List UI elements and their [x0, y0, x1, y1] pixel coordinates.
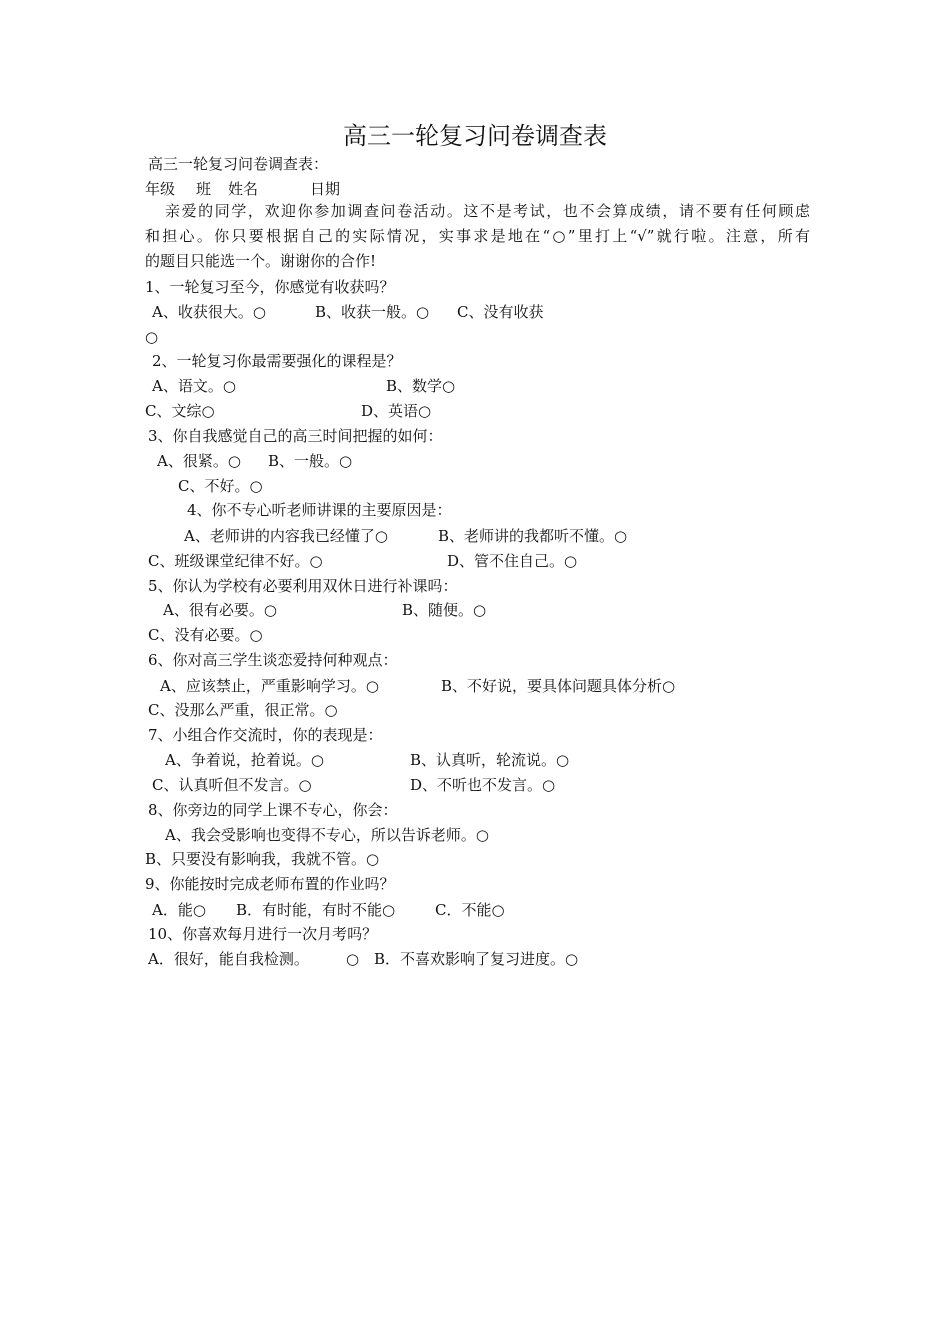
q5-option-b: B、随便。○ — [402, 601, 487, 619]
q2-option-b: B、数学○ — [386, 377, 456, 395]
q5-option-c: C、没有必要。○ — [148, 626, 263, 644]
q3-option-a: A、很紧。○ — [157, 452, 241, 470]
question-2: 2、一轮复习你最需要强化的课程是？ — [152, 352, 402, 370]
intro-line-2: 和担心。你只要根据自己的实际情况，实事求是地在“○”里打上“√”就行啦。注意，所有 — [145, 227, 810, 245]
question-6: 6、你对高三学生谈恋爱持何种观点： — [148, 651, 398, 669]
class-label: 班 — [196, 180, 212, 198]
intro-line-3: 的题目只能选一个。谢谢你的合作! — [145, 252, 377, 270]
q10-option-a-circle: ○ — [346, 950, 360, 968]
q3-option-c: C、不好。○ — [178, 477, 263, 495]
intro-line-1: 亲爱的同学，欢迎你参加调查问卷活动。这不是考试，也不会算成绩，请不要有任何顾虑 — [165, 202, 810, 220]
q6-option-c: C、没那么严重，很正常。○ — [148, 701, 338, 719]
q8-option-a: A、我会受影响也变得不专心，所以告诉老师。○ — [165, 826, 489, 844]
q7-option-c: C、认真听但不发言。○ — [152, 776, 312, 794]
q9-option-a: A．能○ — [152, 901, 206, 919]
info-line — [145, 179, 340, 199]
question-4: 4、你不专心听老师讲课的主要原因是： — [187, 501, 452, 519]
q10-option-a: A．很好，能自我检测。 — [148, 950, 309, 968]
grade-label: 年级 — [145, 180, 176, 198]
subtitle: 高三一轮复习问卷调查表： — [148, 155, 329, 173]
question-5: 5、你认为学校有必要利用双休日进行补课吗： — [148, 577, 458, 595]
q9-option-b: B．有时能，有时不能○ — [236, 901, 396, 919]
date-label: 日期 — [310, 180, 341, 198]
q1-option-c-circle: ○ — [145, 328, 159, 346]
q1-option-a: A、收获很大。○ — [152, 303, 266, 321]
q8-option-b: B、只要没有影响我，我就不管。○ — [145, 850, 380, 868]
q4-option-b: B、老师讲的我都听不懂。○ — [438, 527, 628, 545]
q10-option-b: B．不喜欢影响了复习进度。○ — [374, 950, 579, 968]
q4-option-d: D、管不住自己。○ — [447, 552, 578, 570]
q5-option-a: A、很有必要。○ — [163, 601, 277, 619]
question-1: 1、一轮复习至今，你感觉有收获吗？ — [145, 278, 395, 296]
q4-option-a: A、老师讲的内容我已经懂了○ — [184, 527, 388, 545]
q7-option-d: D、不听也不发言。○ — [410, 776, 556, 794]
question-8: 8、你旁边的同学上课不专心，你会： — [148, 801, 398, 819]
q2-option-c: C、文综○ — [145, 402, 215, 420]
q6-option-b: B、不好说，要具体问题具体分析○ — [441, 677, 676, 695]
question-7: 7、小组合作交流时，你的表现是： — [148, 726, 383, 744]
q1-option-c: C、没有收获 — [457, 303, 544, 321]
name-label: 姓名 — [228, 180, 259, 198]
q2-option-d: D、英语○ — [361, 402, 432, 420]
question-9: 9、你能按时完成老师布置的作业吗？ — [145, 875, 395, 893]
q2-option-a: A、语文。○ — [152, 377, 236, 395]
question-3: 3、你自我感觉自己的高三时间把握的如何： — [148, 427, 443, 445]
q7-option-b: B、认真听，轮流说。○ — [410, 751, 570, 769]
q3-option-b: B、一般。○ — [268, 452, 353, 470]
q4-option-c: C、班级课堂纪律不好。○ — [148, 552, 323, 570]
q6-option-a: A、应该禁止，严重影响学习。○ — [160, 677, 379, 695]
document-title: 高三一轮复习问卷调查表 — [343, 122, 607, 150]
question-10: 10、你喜欢每月进行一次月考吗？ — [148, 925, 378, 943]
intro-paragraph — [145, 199, 810, 274]
q9-option-c: C．不能○ — [435, 901, 505, 919]
q7-option-a: A、争着说，抢着说。○ — [165, 751, 324, 769]
q1-option-b: B、收获一般。○ — [315, 303, 430, 321]
